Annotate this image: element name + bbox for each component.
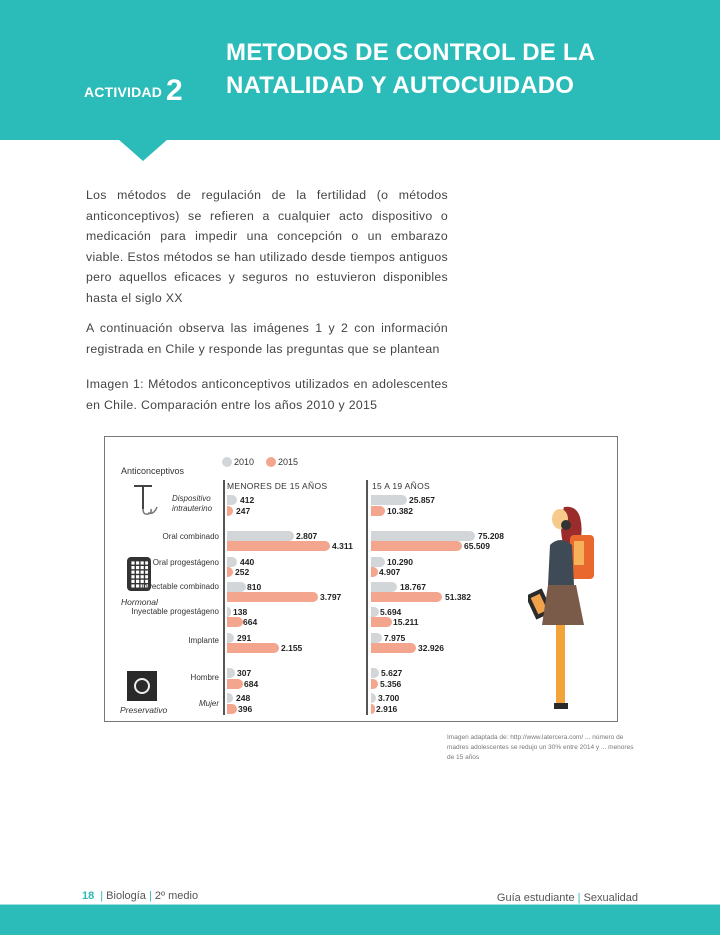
col-header-under15: MENORES DE 15 AÑOS	[227, 481, 328, 491]
bar-u15-2015-implante	[227, 643, 279, 653]
footer-band	[0, 905, 720, 935]
footer-topic: Sexualidad	[583, 892, 638, 904]
value-1519-2015-oral-comb: 65.509	[464, 541, 490, 551]
value-u15-2015-iny-prog: 664	[243, 617, 258, 627]
bar-1519-2015-iud	[371, 506, 385, 516]
row-label-mujer: Mujer	[198, 699, 219, 708]
title-line-1: METODOS DE CONTROL DE LA	[226, 39, 596, 66]
col-header-15to19: 15 A 19 AÑOS	[372, 481, 430, 491]
value-1519-2015-hombre: 5.356	[380, 679, 402, 689]
bar-u15-2010-oral-prog	[227, 557, 237, 567]
value-u15-2010-iny-comb: 810	[247, 582, 262, 592]
value-1519-2015-iny-prog: 15.211	[393, 617, 419, 627]
value-u15-2015-mujer: 396	[238, 704, 253, 714]
bar-1519-2010-oral-prog	[371, 557, 385, 567]
footer-guide: Guía estudiante	[496, 892, 575, 904]
row-label-iud: Dispositivo intrauterino	[172, 494, 213, 513]
row-label-implante: Implante	[188, 636, 219, 645]
bar-1519-2010-iud	[371, 495, 407, 505]
value-u15-2010-implante: 291	[237, 633, 252, 643]
title-line-2: NATALIDAD Y AUTOCUIDADO	[226, 72, 575, 99]
footer-separator: |	[577, 892, 581, 904]
value-1519-2010-oral-prog: 10.290	[387, 557, 413, 567]
bar-u15-2010-iny-comb	[227, 582, 246, 592]
value-1519-2015-iud: 10.382	[387, 506, 413, 516]
bar-1519-2010-implante	[371, 633, 382, 643]
value-1519-2010-iud: 25.857	[409, 495, 435, 505]
value-u15-2010-mujer: 248	[236, 693, 251, 703]
category-condom: Preservativo	[120, 705, 168, 715]
page-number: 18	[82, 890, 95, 902]
legend-swatch-2010	[222, 457, 232, 467]
chart-legend	[222, 457, 298, 467]
axis-line-col2	[366, 480, 368, 715]
value-1519-2015-oral-prog: 4.907	[379, 567, 401, 577]
row-label-inyectable-combinado: Inyectable combinado	[141, 582, 219, 591]
bar-1519-2010-oral-comb	[371, 531, 475, 541]
bar-1519-2015-iny-prog	[371, 617, 392, 627]
value-1519-2010-iny-comb: 18.767	[400, 582, 426, 592]
footer-separator: |	[100, 890, 104, 902]
header-notch	[118, 139, 168, 161]
bar-u15-2010-oral-comb	[227, 531, 294, 541]
value-u15-2010-hombre: 307	[237, 668, 252, 678]
source-caption: Imagen adaptada de: http://www.latercera.com/ ... número de madres adolescentes se redujo un 30% entre 2014 y ... menores de 15 años	[447, 734, 634, 761]
bar-u15-2015-oral-comb	[227, 541, 330, 551]
footer-subject: Biología	[106, 890, 146, 902]
value-1519-2010-oral-comb: 75.208	[478, 531, 504, 541]
value-u15-2010-oral-prog: 440	[240, 557, 255, 567]
value-1519-2015-implante: 32.926	[418, 643, 444, 653]
footer-separator: |	[149, 890, 152, 902]
student-illustration	[528, 505, 600, 717]
legend-swatch-2015	[266, 457, 276, 467]
bar-1519-2010-iny-comb	[371, 582, 397, 592]
footer-right	[497, 892, 638, 904]
value-u15-2015-iny-comb: 3.797	[320, 592, 342, 602]
bar-1519-2015-implante	[371, 643, 416, 653]
category-hormonal: Hormonal	[121, 597, 158, 607]
footer-grade: 2º medio	[154, 890, 199, 902]
value-1519-2010-mujer: 3.700	[378, 693, 400, 703]
bar-u15-2015-hombre	[227, 679, 243, 689]
legend-item-2015: 2015	[266, 457, 298, 467]
value-u15-2015-oral-comb: 4.311	[332, 541, 353, 551]
instruction-paragraph: A continuación observa las imágenes 1 y 2 con información registrada en Chile y responde las preguntas que se plantean	[86, 321, 448, 356]
value-u15-2010-iny-prog: 138	[233, 607, 248, 617]
activity-word: ACTIVIDAD	[84, 84, 163, 100]
bar-u15-2015-iny-prog	[227, 617, 243, 627]
intro-paragraph: Los métodos de regulación de la fertilidad (o métodos anticonceptivos) se refieren a cualquier acto dispositivo o medicación para impedir una concepción o un embarazo viable. Estos métodos se han utilizado desde tiempos antiguos pero aquellos eficaces y seguros no estuvieron disponibles hasta el siglo XX	[86, 188, 448, 305]
bar-u15-2015-iny-comb	[227, 592, 318, 602]
chart-section-title: Anticonceptivos	[121, 466, 185, 476]
value-u15-2015-implante: 2.155	[281, 643, 303, 653]
axis-line-col1	[223, 480, 225, 715]
value-u15-2015-hombre: 684	[244, 679, 259, 689]
row-label-oral-progestageno: Oral progestágeno	[152, 558, 219, 567]
row-label-hombre: Hombre	[190, 673, 219, 682]
value-u15-2015-oral-prog: 252	[235, 567, 250, 577]
bar-1519-2015-oral-comb	[371, 541, 462, 551]
page-title	[226, 36, 595, 102]
value-u15-2010-oral-comb: 2.807	[296, 531, 318, 541]
row-label-inyectable-progestageno: Inyectable progestágeno	[131, 607, 219, 616]
row-label-oral-combinado: Oral combinado	[162, 532, 219, 541]
value-1519-2010-hombre: 5.627	[381, 668, 403, 678]
value-1519-2015-mujer: 2.916	[376, 704, 398, 714]
bar-1519-2015-iny-comb	[371, 592, 442, 602]
value-u15-2015-iud: 247	[236, 506, 251, 516]
activity-number: 2	[166, 74, 183, 107]
bar-u15-2010-iud	[227, 495, 237, 505]
activity-label	[84, 74, 183, 108]
value-u15-2010-iud: 412	[240, 495, 255, 505]
legend-item-2010: 2010	[222, 457, 254, 467]
bar-u15-2015-mujer	[227, 704, 237, 714]
value-1519-2010-implante: 7.975	[384, 633, 406, 643]
value-1519-2015-iny-comb: 51.382	[445, 592, 471, 602]
image-title: Imagen 1: Métodos anticonceptivos utilizados en adolescentes en Chile. Comparación entre los años 2010 y 2015	[86, 377, 448, 412]
value-1519-2010-iny-prog: 5.694	[380, 607, 402, 617]
footer-left	[82, 890, 198, 902]
